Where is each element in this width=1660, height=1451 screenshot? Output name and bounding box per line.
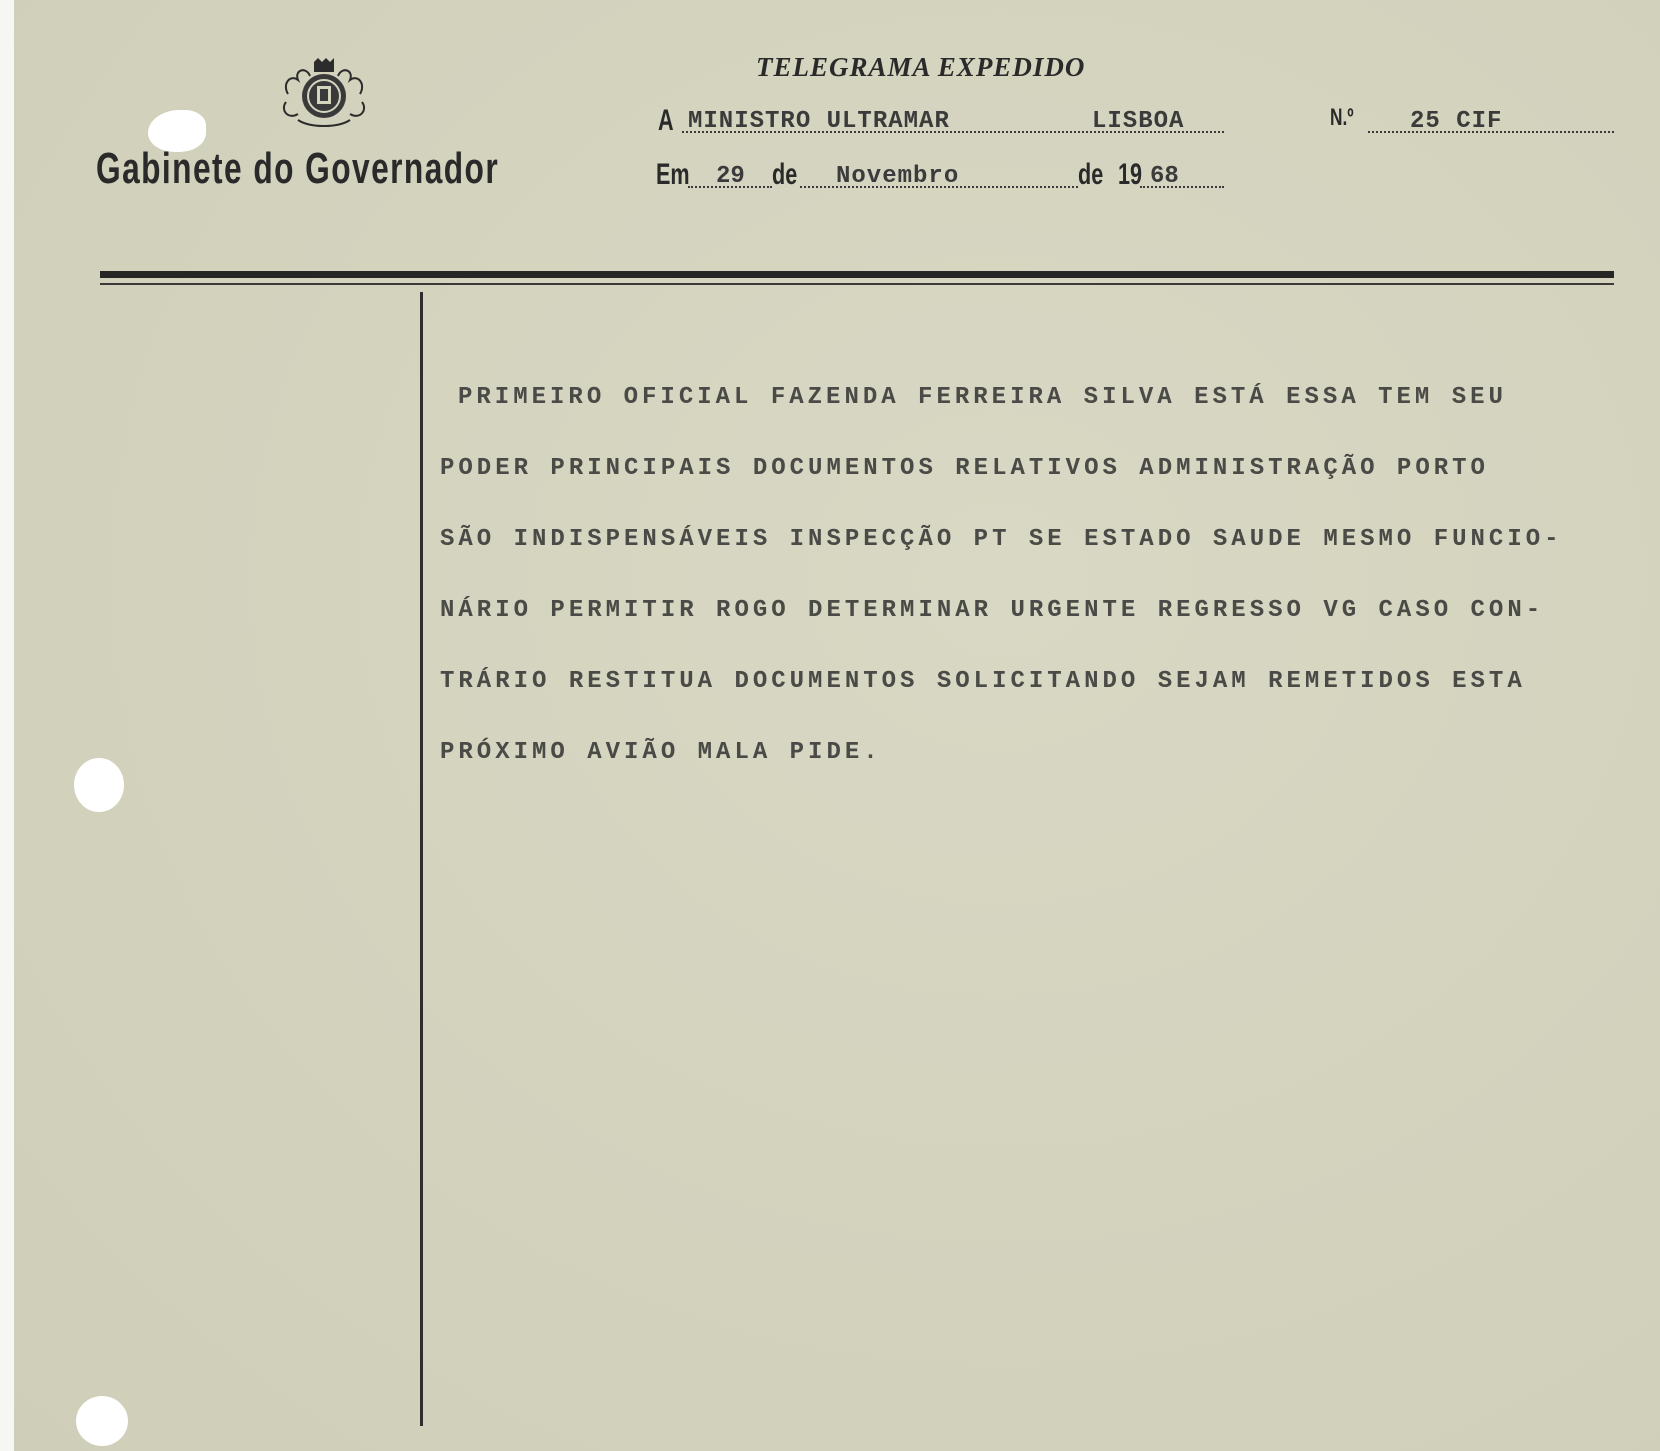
recipient-value: MINISTRO ULTRAMAR [688,108,950,135]
office-name: Gabinete do Governador [96,144,500,193]
number-value: 25 CIF [1410,108,1503,135]
day-value: 29 [716,163,745,190]
telegram-message [440,362,1640,788]
message-line: PRÓXIMO AVIÃO MALA PIDE. [440,739,882,766]
header-rule-thin [100,283,1614,285]
message-line: PODER PRINCIPAIS DOCUMENTOS RELATIVOS ADMINISTRAÇÃO PORTO [440,455,1489,482]
number-label: N.º [1330,104,1354,131]
message-line: PRIMEIRO OFICIAL FAZENDA FERREIRA SILVA ESTÁ ESSA TEM SEU [458,384,1507,411]
date-de-2: de [1078,158,1104,191]
date-label: Em [656,158,690,191]
date-de-1: de [772,158,798,191]
year-suffix-value: 68 [1150,163,1179,190]
column-rule [420,292,423,1426]
header-rule-thick [100,271,1614,278]
recipient-label: A [658,104,674,137]
coat-of-arms-icon [276,58,372,130]
punch-hole-bottom [76,1396,128,1446]
month-value: Novembro [836,163,960,190]
form-title: TELEGRAMA EXPEDIDO [756,52,1086,82]
page-left-margin [0,0,14,1451]
destination-value: LISBOA [1092,108,1185,135]
message-line: TRÁRIO RESTITUA DOCUMENTOS SOLICITANDO SEJAM REMETIDOS ESTA [440,668,1526,695]
punch-hole-middle [74,758,124,812]
year-prefix: 19 [1118,158,1143,191]
message-line: NÁRIO PERMITIR ROGO DETERMINAR URGENTE REGRESSO VG CASO CON- [440,597,1545,624]
message-line: SÃO INDISPENSÁVEIS INSPECÇÃO PT SE ESTADO SAUDE MESMO FUNCIO- [440,526,1563,553]
